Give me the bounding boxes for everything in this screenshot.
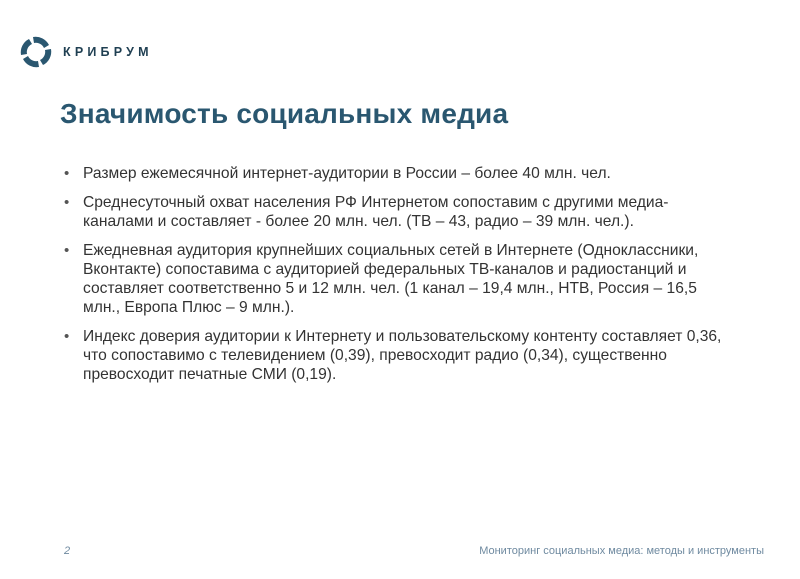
logo-text: КРИБРУМ [63, 45, 153, 59]
page-title: Значимость социальных медиа [60, 98, 509, 129]
page-number: 2 [64, 545, 71, 557]
list-item [64, 327, 736, 384]
logo [18, 34, 153, 70]
bullet-icon: • [64, 165, 70, 182]
list-item-text: Размер ежемесячной интернет-аудитории в России – более 40 млн. чел. [83, 165, 611, 182]
bullet-icon: • [64, 242, 70, 259]
list-item [64, 164, 736, 183]
bullet-icon: • [64, 194, 70, 211]
list-item-text: Индекс доверия аудитории к Интернету и пользовательскому контенту составляет 0,36, что сопоставимо с телевидением (0,39), превосходит радио (0,34), существенно превосходит печатные СМИ (0,19). [83, 328, 722, 383]
list-item [64, 241, 736, 317]
bullet-list [64, 164, 736, 394]
list-item [64, 193, 736, 231]
kribrum-swirl-icon [18, 34, 54, 70]
list-item-text: Среднесуточный охват населения РФ Интернетом сопоставим с другими медиа-каналами и составляет - более 20 млн. чел. (ТВ – 43, радио – 39 млн. чел.). [83, 194, 669, 230]
footer-caption: Мониторинг социальных медиа: методы и инструменты [479, 545, 764, 557]
bullet-icon: • [64, 328, 70, 345]
list-item-text: Ежедневная аудитория крупнейших социальных сетей в Интернете (Одноклассники, Вконтакте) сопоставима с аудиторией федеральных ТВ-каналов и радиостанций и составляет соответственно 5 и 12 млн. чел. (1 канал – 19,4 млн., НТВ, Россия – 16,5 млн., Европа Плюс – 9 млн.). [83, 242, 699, 316]
